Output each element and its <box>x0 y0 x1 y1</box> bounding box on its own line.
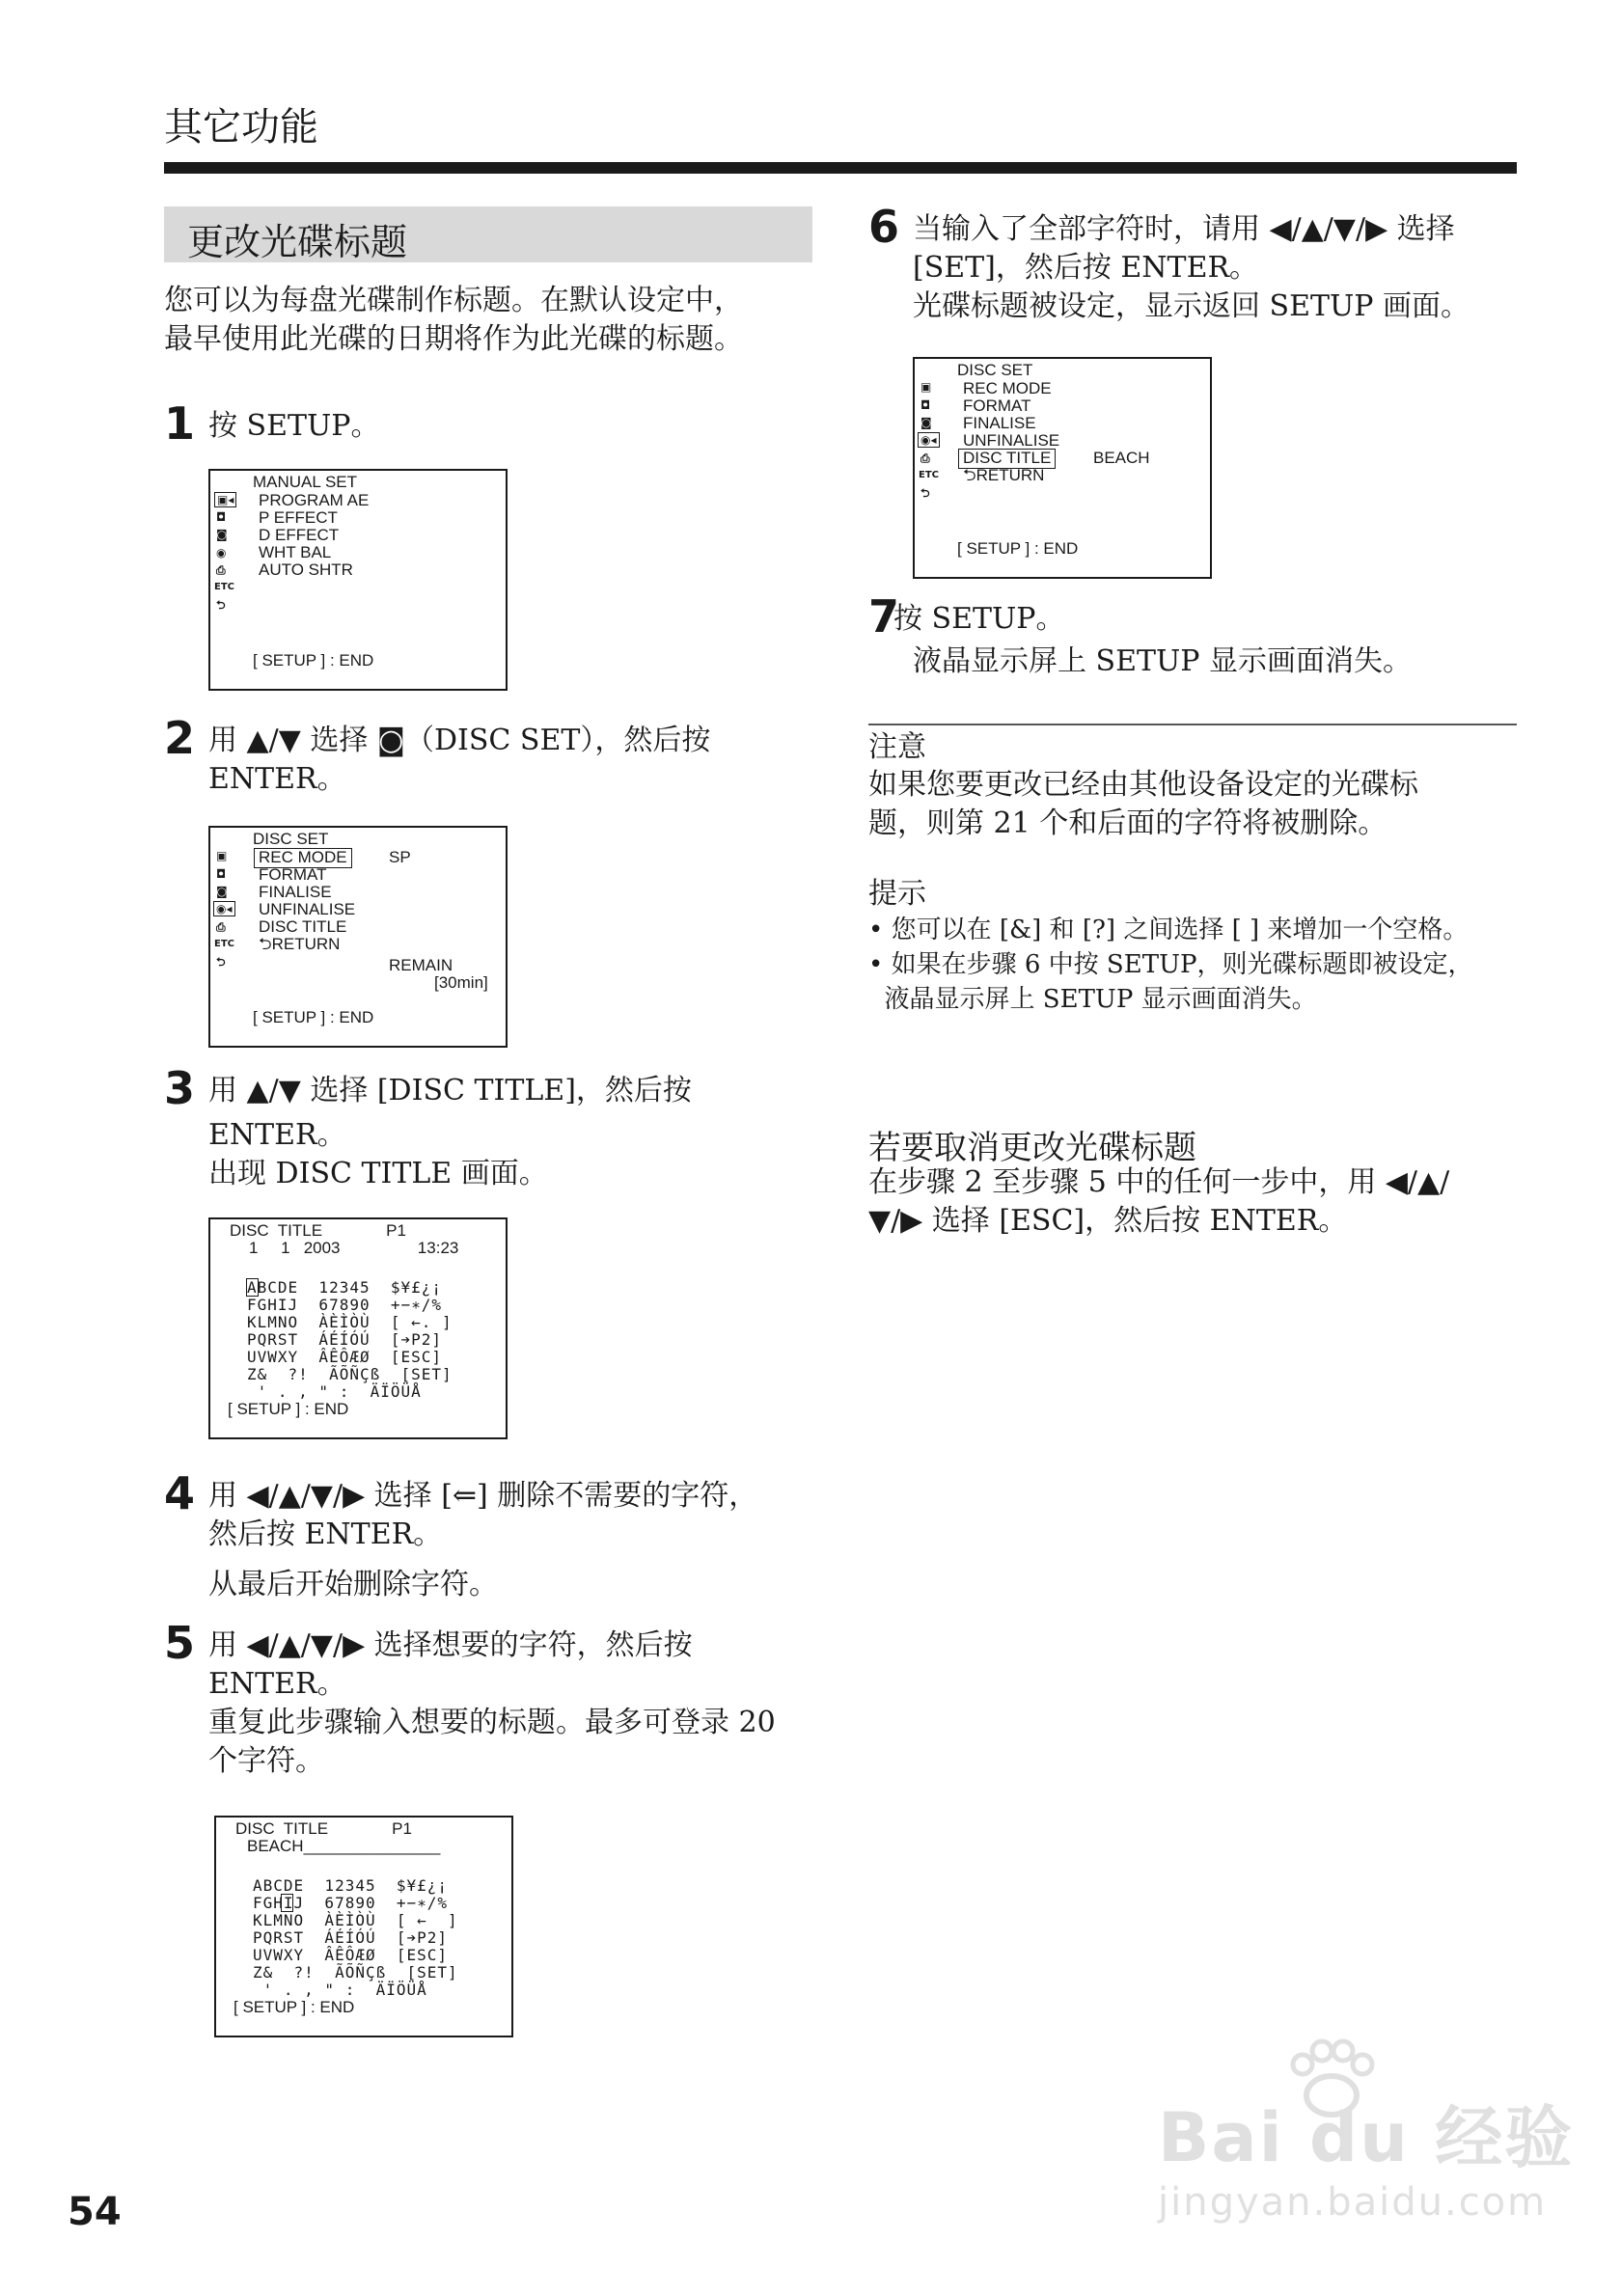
return-icon: ⮌ <box>216 955 226 969</box>
disc-set-screen <box>208 826 508 1048</box>
menu-item: P EFFECT <box>259 508 338 527</box>
char-row: FGHIJ 67890 +−∗/% <box>253 1894 449 1912</box>
effect-icon: ◙ <box>216 528 228 541</box>
step-text <box>208 1626 776 1781</box>
effect-icon: ◙ <box>216 885 228 898</box>
step-line: 用 ▲/▼ 选择 [DISC TITLE]，然后按 <box>208 1074 692 1107</box>
etc-icon: ETC <box>214 582 234 592</box>
menu-value: BEACH <box>1093 449 1150 467</box>
hint-item: 液晶显示屏上 SETUP 显示画面消失。 <box>868 985 1317 1014</box>
screen-title: DISC SET <box>253 830 329 848</box>
section-title: 更改光碟标题 <box>187 221 408 263</box>
effect-icon: ◘ <box>216 867 227 881</box>
step-line: 个字符。 <box>208 1744 324 1778</box>
notes-divider <box>868 724 1517 725</box>
effect-icon: ◘ <box>920 398 931 412</box>
char-row: ' . , " : ÄÏÖÜÅ <box>247 1382 422 1401</box>
step-line: 液晶显示屏上 SETUP 显示画面消失。 <box>913 644 1413 678</box>
char-row: ABCDE 12345 $¥£¿¡ <box>253 1876 449 1895</box>
disc-set-result-screen <box>913 357 1212 579</box>
camera-icon: ▣ <box>920 380 932 394</box>
menu-item-selected: REC MODE <box>255 849 351 867</box>
step-line: 重复此步骤输入想要的标题。最多可登录 20 <box>208 1706 776 1739</box>
step-line: 然后按 ENTER。 <box>208 1517 443 1551</box>
menu-item: DISC TITLE <box>259 917 347 936</box>
page-number: 54 <box>68 2190 122 2234</box>
etc-icon: ETC <box>919 470 939 480</box>
note-line: 如果您要更改已经由其他设备设定的光碟标 <box>868 768 1418 802</box>
step-line: 用 ◀/▲/▼/▶ 选择想要的字符，然后按 <box>208 1628 693 1662</box>
return-icon: ⮌ <box>216 598 226 612</box>
printer-icon: ⎙ <box>216 920 226 934</box>
char-row: FGHIJ 67890 +−∗/% <box>247 1296 443 1314</box>
menu-item-selected: DISC TITLE <box>959 450 1055 468</box>
menu-item: AUTO SHTR <box>259 560 353 579</box>
step-line: 用 ◀/▲/▼/▶ 选择 [⇐] 删除不需要的字符， <box>208 1479 758 1513</box>
cancel-heading: 若要取消更改光碟标题 <box>868 1129 1196 1167</box>
return-icon: ⮌ <box>920 486 930 500</box>
step-text <box>893 600 1412 681</box>
char-row: PQRST ÁÉÍÓÚ [➔P2] <box>247 1330 443 1349</box>
remain-label: REMAIN <box>389 956 453 974</box>
step-number: 2 <box>164 712 196 764</box>
remain-value: [30min] <box>434 973 488 992</box>
hint-item: • 您可以在 [&] 和 [?] 之间选择 [ ] 来增加一个空格。 <box>868 916 1469 944</box>
menu-item: WHT BAL <box>259 543 332 561</box>
intro-paragraph <box>164 282 743 359</box>
printer-icon: ⎙ <box>920 451 930 465</box>
screen-footer: [ SETUP ] : END <box>228 1400 349 1418</box>
char-row: ' . , " : ÄÏÖÜÅ <box>253 1981 427 1999</box>
step-text <box>208 1072 692 1193</box>
menu-item: FINALISE <box>963 414 1036 432</box>
step-number: 3 <box>164 1062 196 1114</box>
menu-item: FORMAT <box>259 865 327 884</box>
screen-date: 1 1 2003 13:23 <box>249 1239 459 1257</box>
etc-icon: ETC <box>214 939 234 949</box>
disc-title-screen <box>208 1217 508 1439</box>
note-heading: 注意 <box>868 730 926 764</box>
watermark-brand: Bai du 经验 <box>1158 2098 1575 2177</box>
cancel-line: 在步骤 2 至步骤 5 中的任何一步中，用 ◀/▲/ <box>868 1165 1450 1199</box>
effect-icon: ◙ <box>920 416 932 429</box>
step-line: 出现 DISC TITLE 画面。 <box>208 1157 548 1190</box>
step-text <box>208 722 710 799</box>
step-text: 按 SETUP。 <box>208 409 380 443</box>
step-line: 光碟标题被设定，显示返回 SETUP 画面。 <box>913 289 1470 323</box>
intro-line: 最早使用此光碟的日期将作为此光碟的标题。 <box>164 322 743 356</box>
note-text <box>868 766 1418 843</box>
menu-item: PROGRAM AE <box>259 491 370 509</box>
menu-item: REC MODE <box>963 379 1052 397</box>
menu-item: ⮌RETURN <box>259 935 341 953</box>
step-line: ENTER。 <box>208 1667 346 1701</box>
step-line: 当输入了全部字符时，请用 ◀/▲/▼/▶ 选择 <box>913 212 1455 246</box>
intro-line: 您可以为每盘光碟制作标题。在默认设定中， <box>164 284 743 317</box>
cancel-line: ▼/▶ 选择 [ESC]，然后按 ENTER。 <box>868 1204 1348 1238</box>
step-number: 4 <box>164 1467 196 1519</box>
hint-list <box>868 913 1472 1017</box>
step-number: 1 <box>164 397 196 450</box>
hint-item: • 如果在步骤 6 中按 SETUP，则光碟标题即被设定， <box>868 950 1473 979</box>
step-number: 5 <box>164 1617 196 1669</box>
note-line: 题，则第 21 个和后面的字符将被删除。 <box>868 806 1387 840</box>
screen-footer: [ SETUP ] : END <box>253 1008 374 1026</box>
screen-footer: [ SETUP ] : END <box>253 651 374 670</box>
camera-icon: ▣◂ <box>214 492 236 507</box>
screen-footer: [ SETUP ] : END <box>957 539 1079 558</box>
char-row: KLMNO ÀÈÌÒÙ [ ← ] <box>253 1911 458 1929</box>
menu-item: D EFFECT <box>259 526 340 544</box>
menu-value: SP <box>389 848 411 866</box>
page-header-title: 其它功能 <box>164 105 318 150</box>
screen-title: MANUAL SET <box>253 473 358 491</box>
title-entry: BEACH_______________ <box>247 1837 441 1855</box>
step-text <box>208 1477 757 1604</box>
camera-icon: ▣ <box>216 849 228 862</box>
disc-icon: ◉ <box>216 546 227 560</box>
menu-item: FINALISE <box>259 883 332 901</box>
char-row: PQRST ÁÉÍÓÚ [➔P2] <box>253 1928 449 1947</box>
char-row: Z& ?! ÃÕÑÇß [SET] <box>247 1365 453 1383</box>
disc-icon: ◉◂ <box>918 432 940 448</box>
step-line: 按 SETUP。 <box>893 602 1065 636</box>
effect-icon: ◘ <box>216 510 227 524</box>
step-line: 用 ▲/▼ 选择 ◙（DISC SET），然后按 <box>208 724 711 757</box>
char-row: UVWXY ÂÊÔÆØ [ESC] <box>247 1348 443 1366</box>
printer-icon: ⎙ <box>216 563 226 577</box>
step-line: ENTER。 <box>208 1118 346 1152</box>
screen-footer: [ SETUP ] : END <box>234 1998 355 2016</box>
watermark-url: jingyan.baidu.com <box>1158 2180 1548 2225</box>
char-row: KLMNO ÀÈÌÒÙ [ ←. ] <box>247 1313 453 1331</box>
char-row: ABCDE 12345 $¥£¿¡ <box>247 1278 443 1297</box>
hint-heading: 提示 <box>868 877 926 911</box>
menu-item: FORMAT <box>963 396 1031 415</box>
step-text <box>913 210 1470 326</box>
disc-icon: ◉◂ <box>213 901 235 916</box>
step-line: [SET]，然后按 ENTER。 <box>913 251 1259 285</box>
char-row: UVWXY ÂÊÔÆØ [ESC] <box>253 1946 449 1964</box>
step-number: 6 <box>868 201 900 253</box>
screen-title: DISC SET <box>957 361 1033 379</box>
menu-item: ⮌RETURN <box>963 466 1045 484</box>
step-extra: 从最后开始删除字符。 <box>208 1568 498 1601</box>
step-line: ENTER。 <box>208 762 346 796</box>
step-number: 7 <box>868 590 900 642</box>
header-rule <box>164 162 1517 174</box>
disc-title-entry-screen <box>214 1816 513 2037</box>
screen-title: DISC TITLE P1 <box>235 1819 412 1838</box>
cancel-text <box>868 1163 1449 1241</box>
screen-title: DISC TITLE P1 <box>230 1221 406 1240</box>
char-row: Z& ?! ÃÕÑÇß [SET] <box>253 1963 458 1982</box>
menu-item: UNFINALISE <box>259 900 356 918</box>
menu-item: UNFINALISE <box>963 431 1060 450</box>
manual-set-screen <box>208 469 508 691</box>
